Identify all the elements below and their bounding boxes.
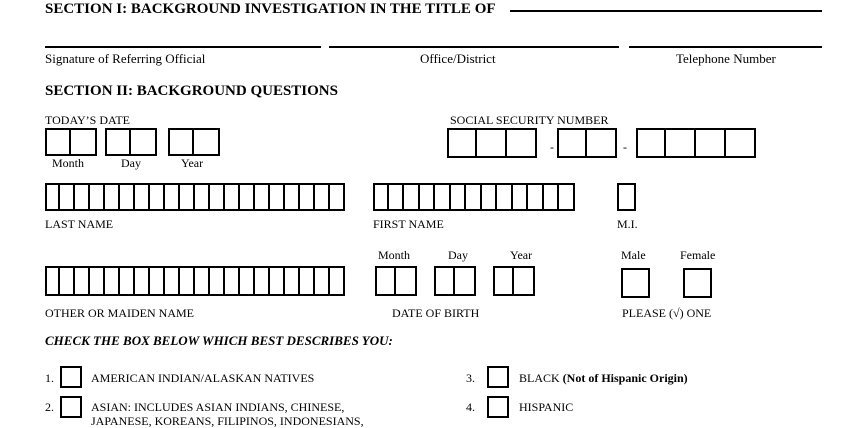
ssn-serial-boxes[interactable]: [636, 128, 756, 158]
option-2-checkbox[interactable]: [60, 396, 82, 418]
dob-cell[interactable]: [493, 266, 514, 296]
dob-day-label: Day: [448, 248, 468, 262]
last-name-boxes[interactable]: [45, 183, 345, 211]
month-label: Month: [52, 156, 85, 170]
first-name-cell[interactable]: [482, 183, 498, 211]
telephone-label: Telephone Number: [676, 51, 776, 66]
last-name-cell[interactable]: [210, 183, 225, 211]
other-name-cell[interactable]: [270, 266, 285, 296]
first-name-cell[interactable]: [451, 183, 467, 211]
ssn-dash-2: -: [623, 140, 627, 154]
first-name-cell[interactable]: [559, 183, 575, 211]
signature-label: Signature of Referring Official: [45, 51, 206, 66]
ssn-cell[interactable]: [587, 128, 617, 158]
option-3-label-text: BLACK: [519, 371, 560, 385]
option-3-label-bold: (Not of Hispanic Origin): [562, 371, 688, 385]
section-2-title: SECTION II: BACKGROUND QUESTIONS: [45, 83, 338, 99]
option-4-label: HISPANIC: [519, 400, 574, 414]
last-name-label: LAST NAME: [45, 217, 114, 231]
female-checkbox[interactable]: [683, 268, 712, 298]
last-name-cell[interactable]: [300, 183, 315, 211]
ssn-cell[interactable]: [726, 128, 756, 158]
ssn-cell[interactable]: [447, 128, 477, 158]
last-name-cell[interactable]: [195, 183, 210, 211]
ssn-cell[interactable]: [636, 128, 666, 158]
last-name-cell[interactable]: [75, 183, 90, 211]
last-name-cell[interactable]: [45, 183, 60, 211]
dob-year-label: Year: [510, 248, 533, 262]
last-name-cell[interactable]: [330, 183, 345, 211]
ssn-cell[interactable]: [477, 128, 507, 158]
other-name-cell[interactable]: [45, 266, 60, 296]
dob-cell[interactable]: [514, 266, 535, 296]
office-district-field[interactable]: [329, 46, 619, 48]
telephone-field[interactable]: [629, 46, 822, 48]
last-name-cell[interactable]: [120, 183, 135, 211]
option-2-label-line2: JAPANESE, KOREANS, FILIPINOS, INDONESIANS,: [91, 414, 364, 428]
first-name-boxes[interactable]: [373, 183, 575, 211]
dob-label: DATE OF BIRTH: [392, 306, 480, 320]
date-cell[interactable]: [168, 128, 194, 156]
other-name-label: OTHER OR MAIDEN NAME: [45, 306, 194, 320]
other-name-cell[interactable]: [60, 266, 75, 296]
female-label: Female: [680, 248, 716, 262]
male-label: Male: [621, 248, 646, 262]
option-3-checkbox[interactable]: [487, 366, 509, 388]
last-name-cell[interactable]: [150, 183, 165, 211]
other-name-cell[interactable]: [180, 266, 195, 296]
ssn-cell[interactable]: [666, 128, 696, 158]
last-name-cell[interactable]: [180, 183, 195, 211]
first-name-cell[interactable]: [435, 183, 451, 211]
last-name-cell[interactable]: [105, 183, 120, 211]
dob-year-boxes[interactable]: [493, 266, 535, 296]
last-name-cell[interactable]: [60, 183, 75, 211]
date-cell[interactable]: [105, 128, 131, 156]
date-cell[interactable]: [194, 128, 220, 156]
date-cell[interactable]: [131, 128, 157, 156]
other-name-cell[interactable]: [330, 266, 345, 296]
option-4-checkbox[interactable]: [487, 396, 509, 418]
last-name-cell[interactable]: [270, 183, 285, 211]
ssn-area-boxes[interactable]: [447, 128, 537, 158]
first-name-cell[interactable]: [466, 183, 482, 211]
other-name-cell[interactable]: [300, 266, 315, 296]
last-name-cell[interactable]: [165, 183, 180, 211]
todays-date-day-boxes[interactable]: [105, 128, 157, 156]
other-name-cell[interactable]: [315, 266, 330, 296]
dob-cell[interactable]: [434, 266, 455, 296]
ssn-cell[interactable]: [557, 128, 587, 158]
other-name-cell[interactable]: [150, 266, 165, 296]
todays-date-month-boxes[interactable]: [45, 128, 97, 156]
other-name-cell[interactable]: [195, 266, 210, 296]
other-name-cell[interactable]: [120, 266, 135, 296]
ssn-dash-1: -: [550, 140, 554, 154]
dob-cell[interactable]: [375, 266, 396, 296]
first-name-cell[interactable]: [513, 183, 529, 211]
dob-month-boxes[interactable]: [375, 266, 417, 296]
dob-cell[interactable]: [455, 266, 476, 296]
office-district-label: Office/District: [420, 51, 496, 66]
last-name-cell[interactable]: [225, 183, 240, 211]
option-3-label: [519, 372, 688, 384]
ssn-cell[interactable]: [507, 128, 537, 158]
first-name-cell[interactable]: [528, 183, 544, 211]
last-name-cell[interactable]: [255, 183, 270, 211]
option-4-number: 4.: [466, 400, 475, 414]
dob-day-boxes[interactable]: [434, 266, 476, 296]
ssn-group-boxes[interactable]: [557, 128, 617, 158]
first-name-label: FIRST NAME: [373, 217, 444, 231]
todays-date-year-boxes[interactable]: [168, 128, 220, 156]
other-name-cell[interactable]: [210, 266, 225, 296]
option-2-number: 2.: [45, 400, 54, 414]
first-name-cell[interactable]: [544, 183, 560, 211]
date-cell[interactable]: [45, 128, 71, 156]
ssn-label: SOCIAL SECURITY NUMBER: [450, 113, 609, 127]
option-1-checkbox[interactable]: [60, 366, 82, 388]
male-checkbox[interactable]: [621, 268, 650, 298]
section-1-title: SECTION I: BACKGROUND INVESTIGATION IN THE TITLE OF: [45, 1, 496, 17]
last-name-cell[interactable]: [135, 183, 150, 211]
middle-initial-box[interactable]: [617, 183, 636, 211]
dob-month-label: Month: [378, 248, 411, 262]
ethnicity-heading: CHECK THE BOX BELOW WHICH BEST DESCRIBES YOU:: [45, 333, 393, 348]
other-name-cell[interactable]: [135, 266, 150, 296]
year-label: Year: [181, 156, 204, 170]
first-name-cell[interactable]: [373, 183, 389, 211]
first-name-cell[interactable]: [389, 183, 405, 211]
option-3-number: 3.: [466, 371, 475, 385]
last-name-cell[interactable]: [90, 183, 105, 211]
other-name-cell[interactable]: [75, 266, 90, 296]
title-of-field[interactable]: [510, 10, 822, 12]
option-1-number: 1.: [45, 371, 54, 385]
first-name-cell[interactable]: [420, 183, 436, 211]
option-2-label-line1: ASIAN: INCLUDES ASIAN INDIANS, CHINESE,: [91, 400, 345, 414]
please-check-one-label: PLEASE (√) ONE: [622, 306, 712, 320]
todays-date-label: TODAY’S DATE: [45, 113, 131, 127]
last-name-cell[interactable]: [315, 183, 330, 211]
last-name-cell[interactable]: [285, 183, 300, 211]
other-name-cell[interactable]: [165, 266, 180, 296]
other-name-cell[interactable]: [225, 266, 240, 296]
other-name-cell[interactable]: [240, 266, 255, 296]
other-name-boxes[interactable]: [45, 266, 345, 296]
last-name-cell[interactable]: [240, 183, 255, 211]
date-cell[interactable]: [71, 128, 97, 156]
ssn-cell[interactable]: [696, 128, 726, 158]
other-name-cell[interactable]: [105, 266, 120, 296]
other-name-cell[interactable]: [90, 266, 105, 296]
first-name-cell[interactable]: [497, 183, 513, 211]
other-name-cell[interactable]: [285, 266, 300, 296]
mi-label: M.I.: [617, 217, 638, 231]
signature-field[interactable]: [45, 46, 321, 48]
other-name-cell[interactable]: [255, 266, 270, 296]
day-label: Day: [121, 156, 141, 170]
option-1-label: AMERICAN INDIAN/ALASKAN NATIVES: [91, 371, 315, 385]
first-name-cell[interactable]: [404, 183, 420, 211]
dob-cell[interactable]: [396, 266, 417, 296]
